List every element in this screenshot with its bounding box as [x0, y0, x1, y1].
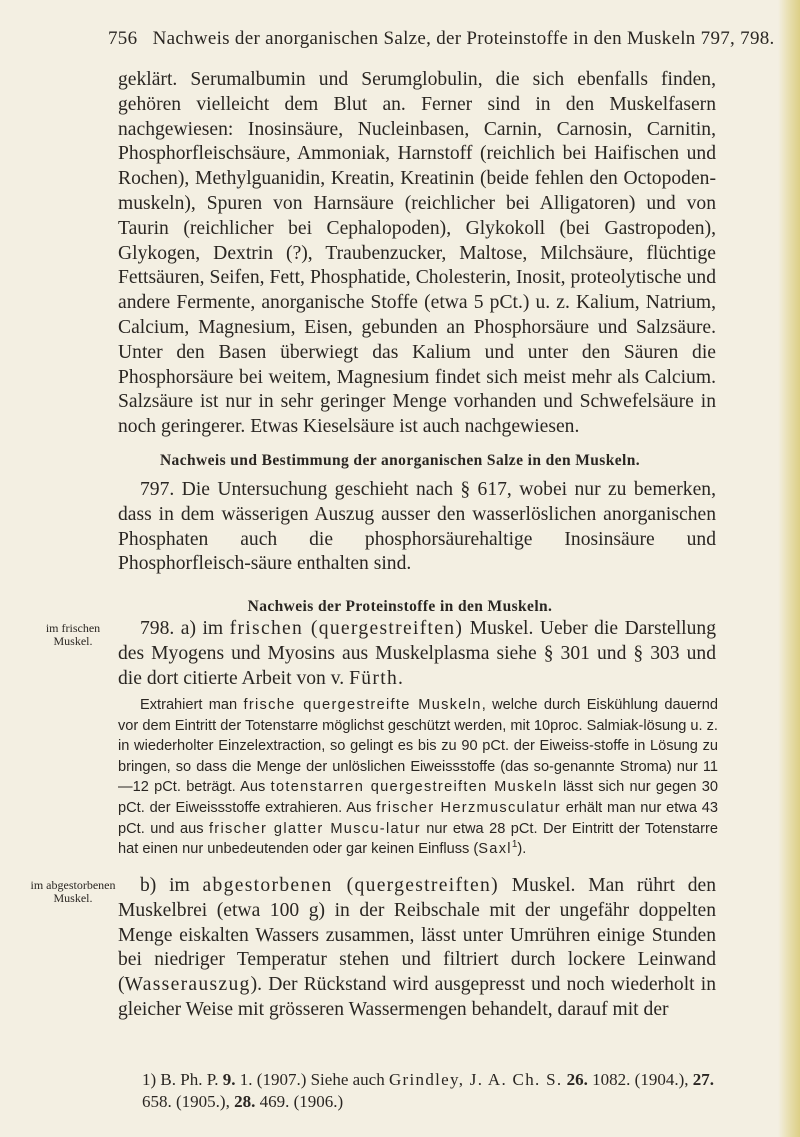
page-number: 756 — [108, 28, 138, 49]
emphasis-dead: abgestorbenen (quergestreiften) — [202, 875, 499, 896]
paragraph-798a: 798. a) im frischen (quergestreiften) Muskel. Ueber die Darstellung des Myogens und Myosins aus Muskelplasma siehe § 301 und § 303 und die dort citierte Arbeit von v. Fürth. — [118, 618, 716, 689]
page-edge-shadow — [778, 0, 800, 1137]
margin-note-fresh-muscle: im frischen Muskel. — [45, 621, 101, 648]
section-heading-proteins: Nachweis der Proteinstoffe in den Muskeln. — [247, 598, 553, 615]
section-heading-salts: Nachweis und Bestimmung der anorganischen Salze in den Muskeln. — [159, 452, 641, 469]
small-print-paragraph: Extrahiert man frische quergestreifte Muskeln, welche durch Eiskühlung dauernd vor dem Eintritt der Totenstarre möglichst geschützt werden, mit 10proc. Salmiak-lösung u. z. in wiederholter Einzelextraction, so gelingt es bis zu 90 pCt. der Eiweiss-stoffe in Lösung zu bringen, so dass die Menge der unlöslichen Eiweissstoffe (das so-genannte Stroma) nur 11—12 pCt. beträgt. Aus totenstarren quergestreiften Muskeln lässt sich nur gegen 30 pCt. der Eiweissstoffe extrahieren. Aus frischer Herzmusculatur erhält man nur etwa 43 pCt. und aus frischer glatter Muscu-latur nur etwa 28 pCt. Der Eintritt der Totenstarre hat einen nur unbedeutenden oder gar keinen Einfluss (Saxl$^1$). — [118, 697, 719, 858]
margin-note-dead-muscle: im abgestorbenen Muskel. — [30, 878, 116, 905]
footnote-ref: 1 — [511, 839, 518, 851]
footnote: 1) B. Ph. P. 9. 1. (1907.) Siehe auch Grindley, J. A. Ch. S. 26. 1082. (1904.), 27. 658. (1905.), 28. 469. (1906.) — [142, 1070, 714, 1111]
paragraph-798b: b) im abgestorbenen (quergestreiften) Muskel. Man rührt den Muskelbrei (etwa 100 g) in der Reibschale mit der ungefähr doppelten Menge eiskalten Wassers zusammen, lässt unter Umrühren einige Stunden bei niedriger Temperatur stehen und filtriert durch lockere Leinwand (Wasserauszug). Der Rückstand wird ausgepresst und noch wiederholt in gleicher Weise mit grösseren Wassermengen behandelt, darauf mit der — [118, 875, 717, 1020]
author-saxl: Saxl — [478, 841, 512, 858]
emphasis-fresh: frischen (quergestreiften) — [229, 618, 464, 639]
paragraph-intro: geklärt. Serumalbumin und Serumglobulin, die sich ebenfalls finden, gehören vielleicht dem Blut an. Ferner sind in den Muskelfasern nachgewiesen: Inosinsäure, Nucleinbasen, Carnin, Carnosin, Carnitin, Phosphorfleischsäure, Ammoniak, Harnstoff (reichlich bei Haifischen und Rochen), Methylguanidin, Kreatin, Kreatinin (beide fehlen den Octopoden-muskeln), Spuren von Harnsäure (reichlicher bei Alligatoren) und von Taurin (reichlicher bei Cephalopoden), Glykokoll (bei Gastropoden), Glykogen, Dextrin (?), Traubenzucker, Maltose, Milchsäure, flüchtige Fettsäuren, Seifen, Fett, Phosphatide, Cholesterin, Inosit, proteolytische und andere Fermente, anorganische Stoffe (etwa 5 pCt.) u. z. Kalium, Natrium, Calcium, Magnesium, Eisen, gebunden an Phosphorsäure und Salzsäure. Unter den Basen überwiegt das Kalium und unter den Säuren die Phosphorsäure bei weitem, Magnesium findet sich meist mehr als Calcium. Salzsäure ist nur in sehr geringer Menge vorhanden und Schwefelsäure in noch geringerer. Etwas Kieselsäure ist auch nachgewiesen. — [118, 69, 716, 438]
page-header — [108, 28, 775, 50]
emphasis-water-extract: Wasserauszug — [124, 974, 251, 996]
running-title: Nachweis der anorganischen Salze, der Proteinstoffe in den Muskeln 797, 798. — [152, 28, 775, 49]
paragraph-797: 797. Die Untersuchung geschieht nach § 617, wobei nur zu bemerken, dass in dem wässerigen Auszug ausser den wasserlöslichen anorganischen Phosphaten auch die phosphorsäurehaltige Inosinsäure und Phosphorfleisch-säure enthalten sind. — [118, 479, 716, 575]
author-fuerth: Fürth. — [349, 667, 405, 689]
